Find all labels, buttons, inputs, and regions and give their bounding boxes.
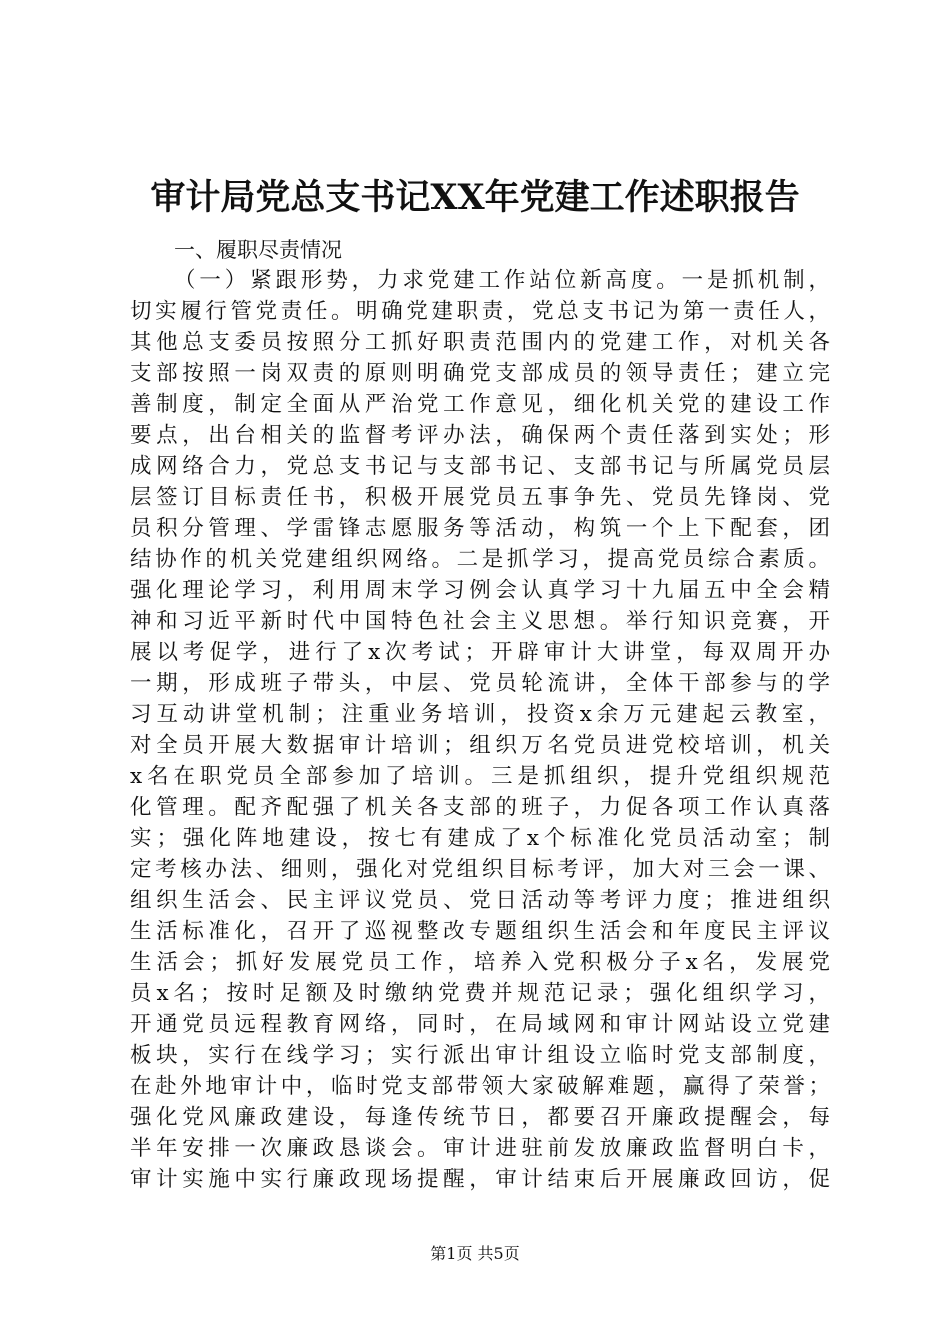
body-line: 一期，形成班子带头，中层、党员轮流讲，全体干部参与的学 — [130, 671, 830, 696]
body-line: 员积分管理、学雷锋志愿服务等活动，构筑一个上下配套，团 — [130, 516, 830, 541]
body-line: x名在职党员全部参加了培训。三是抓组织，提升党组织规范 — [130, 764, 830, 789]
body-line: 层签订目标责任书，积极开展党员五事争先、党员先锋岗、党 — [130, 485, 830, 510]
body-line: 板块，实行在线学习；实行派出审计组设立临时党支部制度， — [130, 1043, 830, 1068]
body-line: 成网络合力，党总支书记与支部书记、支部书记与所属党员层 — [130, 454, 830, 479]
body-line: 审计实施中实行廉政现场提醒，审计结束后开展廉政回访，促 — [130, 1167, 830, 1192]
body-line: 切实履行管党责任。明确党建职责，党总支书记为第一责任人， — [130, 299, 830, 324]
body-line: 生活会；抓好发展党员工作，培养入党积极分子x名，发展党 — [130, 950, 830, 975]
body-line: 要点，出台相关的监督考评办法，确保两个责任落到实处；形 — [130, 423, 830, 448]
body-line: 神和习近平新时代中国特色社会主义思想。举行知识竞赛，开 — [130, 609, 830, 634]
body-line: 支部按照一岗双责的原则明确党支部成员的领导责任；建立完 — [130, 361, 830, 386]
body-line: 其他总支委员按照分工抓好职责范围内的党建工作，对机关各 — [130, 330, 830, 355]
body-line: 强化理论学习，利用周末学习例会认真学习十九届五中全会精 — [130, 578, 830, 603]
section-heading: 一、履职尽责情况 — [174, 238, 342, 262]
body-line: 结协作的机关党建组织网络。二是抓学习，提高党员综合素质。 — [130, 547, 830, 572]
body-line: 生活标准化，召开了巡视整改专题组织生活会和年度民主评议 — [130, 919, 830, 944]
body-line: 强化党风廉政建设，每逢传统节日，都要召开廉政提醒会，每 — [130, 1105, 830, 1130]
body-line: 定考核办法、细则，强化对党组织目标考评，加大对三会一课、 — [130, 857, 830, 882]
body-line: 习互动讲堂机制；注重业务培训，投资x余万元建起云教室， — [130, 702, 830, 727]
body-text — [130, 265, 830, 1195]
body-line: 员x名；按时足额及时缴纳党费并规范记录；强化组织学习， — [130, 981, 830, 1006]
body-line: （一）紧跟形势，力求党建工作站位新高度。一是抓机制， — [174, 268, 830, 293]
body-line: 展以考促学，进行了x次考试；开辟审计大讲堂，每双周开办 — [130, 640, 830, 665]
body-line: 善制度，制定全面从严治党工作意见，细化机关党的建设工作 — [130, 392, 830, 417]
body-line: 半年安排一次廉政恳谈会。审计进驻前发放廉政监督明白卡， — [130, 1136, 830, 1161]
body-line: 组织生活会、民主评议党员、党日活动等考评力度；推进组织 — [130, 888, 830, 913]
body-line: 在赴外地审计中，临时党支部带领大家破解难题，赢得了荣誉； — [130, 1074, 830, 1099]
body-line: 化管理。配齐配强了机关各支部的班子，力促各项工作认真落 — [130, 795, 830, 820]
body-line: 实；强化阵地建设，按七有建成了x个标准化党员活动室；制 — [130, 826, 830, 851]
page-footer: 第1页 共5页 — [430, 1244, 520, 1263]
document-title: 审计局党总支书记XX年党建工作述职报告 — [150, 177, 800, 218]
body-line: 对全员开展大数据审计培训；组织万名党员进党校培训，机关 — [130, 733, 830, 758]
body-line: 开通党员远程教育网络，同时，在局域网和审计网站设立党建 — [130, 1012, 830, 1037]
